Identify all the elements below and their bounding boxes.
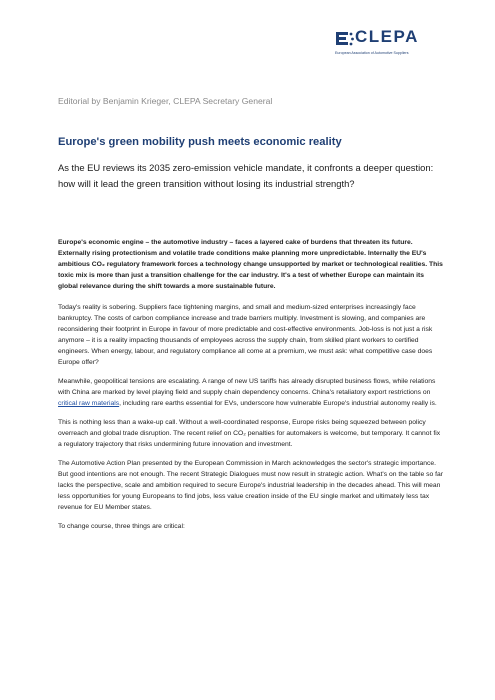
paragraph-text: , including rare earths essential for EVs, underscore how vulnerable Europe's industrial autonomy really is. [119, 400, 437, 408]
critical-raw-materials-link[interactable]: critical raw materials [58, 400, 120, 408]
editorial-byline: Editorial by Benjamin Krieger, CLEPA Secretary General [58, 96, 273, 106]
article-title: Europe's green mobility push meets economic reality [58, 136, 342, 148]
clepa-emblem-icon [333, 28, 355, 50]
body-paragraph-with-link [58, 376, 443, 409]
logo-wordmark: CLEPA [355, 27, 419, 46]
paragraph-text: Meanwhile, geopolitical tensions are escalating. A range of new US tariffs has already disrupted business flows, while relations with China are marked by level playing field and supply chain dependency concerns. China's retaliatory export restrictions on [58, 378, 436, 397]
logo-tagline: European Association of Automotive Suppliers [335, 51, 409, 55]
article-subtitle: As the EU reviews its 2035 zero-emission vehicle mandate, it confronts a deeper question: how will it lead the green transition without losing its industrial strength? [58, 162, 434, 189]
body-paragraph: Today's reality is sobering. Suppliers face tightening margins, and small and medium-sized enterprises increasingly face bankruptcy. The costs of carbon compliance increase and trade barriers multiply. Investment is slowing, and companies are reconsidering their footprint in Europe in favour of more predictable and cost-effective environments. Job-loss is not just a risk anymore – it is a reality impacting thousands of employees across the supply chain, from skilled plant workers to certified engineers. When energy, labour, and regulatory compliance all come at a premium, we must ask: what competitive case does Europe offer? [58, 303, 433, 367]
article-body [58, 237, 443, 539]
body-paragraph: The Automotive Action Plan presented by the European Commission in March acknowledges the sector's strategic importance. But good intentions are not enough. The recent Strategic Dialogues must now result in strategic action. What's on the table so far lacks the perspective, scale and ambition required to secure Europe's industrial leadership in the decades ahead. This will mean less opportunities for young Europeans to find jobs, less value creation inside of the EU single market and ultimately less tax revenue for EU Member states. [58, 459, 444, 511]
clepa-logo [333, 22, 463, 64]
body-paragraph: To change course, three things are critical: [58, 522, 185, 530]
body-paragraph: This is nothing less than a wake-up call. Without a well-coordinated response, Europe risks being squeezed between policy overreach and global trade disruption. The recent relief on CO₂ penalties for automakers is welcome, but temporary. It cannot fix a regulatory trajectory that risks undermining future innovation and investment. [58, 418, 441, 448]
lead-paragraph: Europe's economic engine – the automotive industry – faces a layered cake of burdens that threaten its future. Externally rising protectionism and volatile trade conditions make planning more unpredictable. Internally the EU's ambitious CO₂ regulatory framework forces a technology change unsupported by market or technological realities. This toxic mix is more than just a transition challenge for the car industry. It's a test of whether Europe can maintain its global relevance during the shift towards a more sustainable future. [58, 239, 443, 291]
